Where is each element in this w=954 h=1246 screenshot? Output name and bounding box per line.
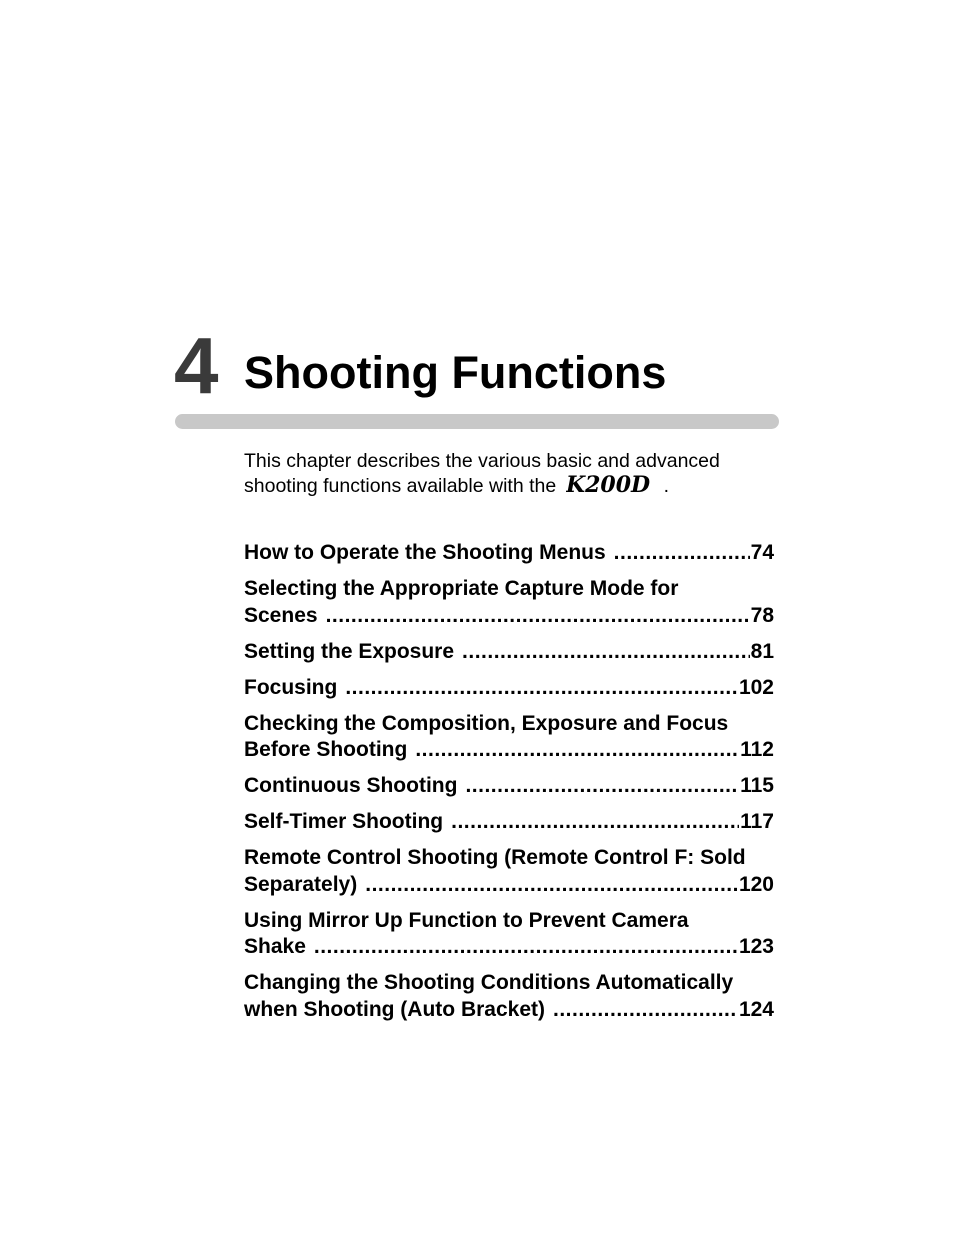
toc-entry[interactable] bbox=[244, 773, 774, 800]
toc-entry-title: Checking the Composition, Exposure and Focus bbox=[244, 711, 729, 735]
toc-entry-title: Shake bbox=[244, 935, 306, 958]
toc-entry-title: Self-Timer Shooting bbox=[244, 810, 444, 833]
toc-entry[interactable] bbox=[244, 675, 774, 702]
toc-dot-leader bbox=[415, 737, 739, 764]
toc-dot-leader bbox=[451, 809, 739, 836]
intro-line-1: This chapter describes the various basic and advanced bbox=[244, 450, 720, 472]
toc-page-number: 81 bbox=[750, 639, 774, 663]
toc-page-number: 117 bbox=[740, 810, 774, 833]
toc-entry-line bbox=[244, 872, 774, 899]
toc-page-number: 123 bbox=[738, 935, 774, 958]
table-of-contents bbox=[244, 540, 774, 1033]
toc-entry-line bbox=[244, 809, 774, 836]
toc-entry[interactable] bbox=[244, 908, 774, 961]
toc-entry-title: Before Shooting bbox=[244, 738, 408, 761]
toc-entry[interactable] bbox=[244, 809, 774, 836]
toc-entry-line bbox=[244, 908, 774, 935]
svg-text:K200D: K200D bbox=[565, 475, 650, 495]
toc-page-number: 112 bbox=[740, 738, 774, 761]
toc-entry-title: Continuous Shooting bbox=[244, 774, 458, 797]
intro-line-2-period: . bbox=[663, 475, 670, 497]
toc-entry-title: How to Operate the Shooting Menus bbox=[244, 541, 606, 564]
toc-page-number: 78 bbox=[750, 603, 774, 627]
toc-dot-leader bbox=[553, 997, 738, 1024]
toc-entry-title: Separately) bbox=[244, 872, 358, 896]
chapter-intro bbox=[244, 449, 784, 499]
toc-entry-title: when Shooting (Auto Bracket) bbox=[244, 997, 545, 1021]
toc-dot-leader bbox=[614, 540, 750, 567]
toc-entry-title: Changing the Shooting Conditions Automatically bbox=[244, 971, 734, 994]
toc-entry-line bbox=[244, 540, 774, 567]
title-divider bbox=[175, 414, 779, 429]
toc-entry-title: Using Mirror Up Function to Prevent Camera bbox=[244, 908, 689, 932]
toc-entry-title: Focusing bbox=[244, 675, 338, 699]
toc-entry-title: Setting the Exposure bbox=[244, 639, 455, 663]
toc-entry[interactable] bbox=[244, 845, 774, 898]
toc-entry-line bbox=[244, 773, 774, 800]
toc-page-number: 120 bbox=[738, 872, 774, 896]
toc-page-number: 102 bbox=[738, 675, 774, 699]
toc-entry[interactable] bbox=[244, 711, 774, 764]
chapter-title: Shooting Functions bbox=[244, 347, 667, 398]
toc-dot-leader bbox=[314, 934, 738, 961]
intro-line-2 bbox=[244, 474, 784, 499]
toc-dot-leader bbox=[365, 872, 738, 899]
toc-entry[interactable] bbox=[244, 639, 774, 666]
toc-entry-line bbox=[244, 845, 774, 872]
toc-entry[interactable] bbox=[244, 576, 774, 629]
toc-entry-line bbox=[244, 934, 774, 961]
chapter-number: 4 bbox=[174, 321, 217, 410]
toc-entry[interactable] bbox=[244, 540, 774, 567]
toc-dot-leader bbox=[462, 639, 750, 666]
toc-entry-title: Scenes bbox=[244, 603, 318, 627]
toc-dot-leader bbox=[465, 773, 739, 800]
toc-entry-line bbox=[244, 675, 774, 702]
toc-dot-leader bbox=[345, 675, 738, 702]
toc-entry-line bbox=[244, 576, 774, 603]
toc-entry-line bbox=[244, 997, 774, 1024]
toc-page-number: 115 bbox=[740, 774, 774, 797]
toc-entry-line bbox=[244, 970, 774, 997]
toc-page-number: 74 bbox=[750, 541, 774, 564]
toc-entry-title: Remote Control Shooting (Remote Control F: Sold bbox=[244, 846, 746, 869]
toc-entry-title: Selecting the Appropriate Capture Mode for bbox=[244, 577, 679, 600]
toc-entry[interactable] bbox=[244, 970, 774, 1023]
toc-entry-line bbox=[244, 737, 774, 764]
intro-line-2-text: shooting functions available with the bbox=[244, 475, 557, 497]
toc-entry-line bbox=[244, 603, 774, 630]
toc-entry-line bbox=[244, 711, 774, 738]
k200d-logo bbox=[566, 475, 662, 495]
toc-entry-line bbox=[244, 639, 774, 666]
toc-page-number: 124 bbox=[738, 997, 774, 1021]
toc-dot-leader bbox=[326, 603, 750, 630]
